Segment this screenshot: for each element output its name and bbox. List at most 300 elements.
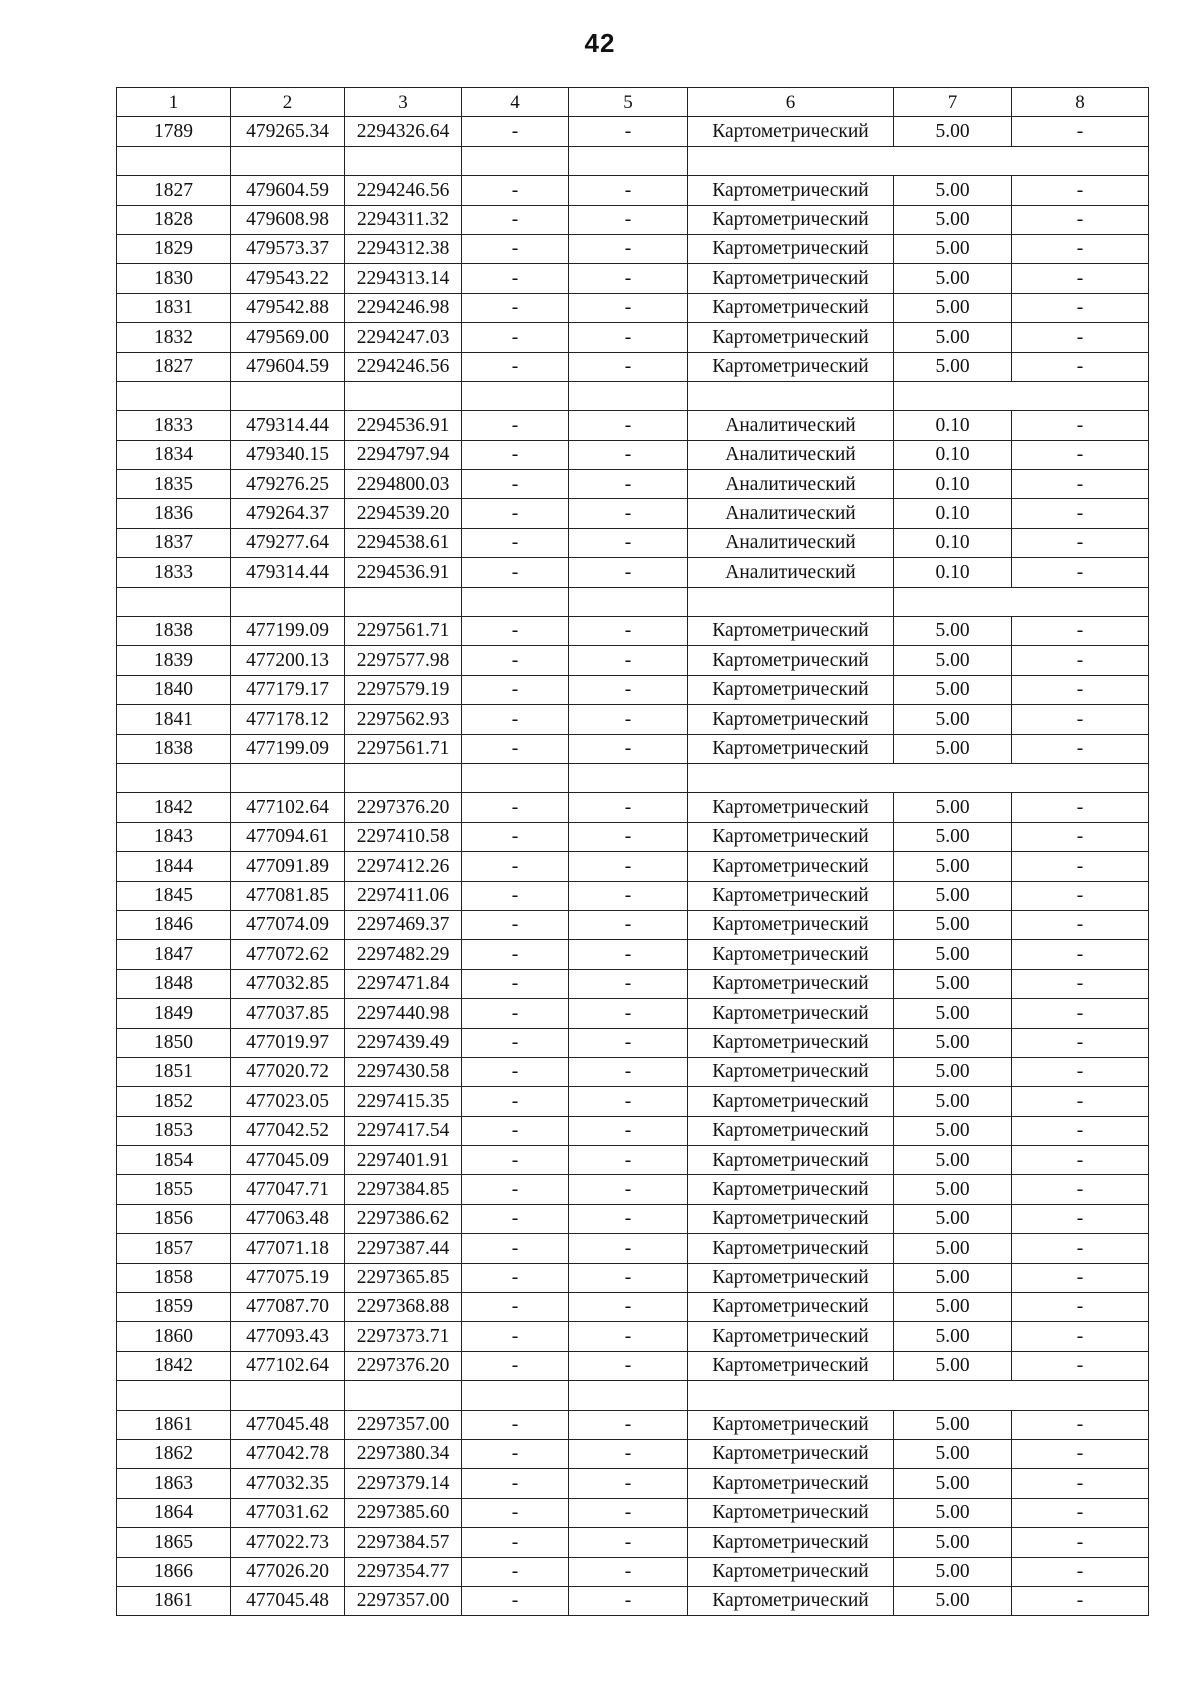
method-cell: Картометрический: [688, 117, 894, 146]
accuracy-cell: 0.10: [894, 558, 1012, 587]
method-cell: Аналитический: [688, 411, 894, 440]
col-5-cell: -: [569, 1057, 688, 1086]
y-coordinate-cell: 2297384.57: [345, 1528, 462, 1557]
y-coordinate-cell: 2297439.49: [345, 1028, 462, 1057]
col-5-cell: -: [569, 1175, 688, 1204]
separator-cell: [1012, 381, 1149, 410]
col-8-cell: -: [1012, 910, 1149, 939]
col-5-cell: -: [569, 1410, 688, 1439]
x-coordinate-cell: 477102.64: [231, 793, 345, 822]
x-coordinate-cell: 477023.05: [231, 1087, 345, 1116]
table-row: [117, 352, 1149, 381]
col-5-cell: -: [569, 1234, 688, 1263]
method-cell: Картометрический: [688, 1557, 894, 1586]
col-5-cell: -: [569, 293, 688, 322]
point-number-cell: 1833: [117, 558, 231, 587]
col-8-cell: -: [1012, 528, 1149, 557]
col-4-cell: -: [462, 440, 569, 469]
col-4-cell: -: [462, 1087, 569, 1116]
col-4-cell: -: [462, 940, 569, 969]
y-coordinate-cell: 2297412.26: [345, 852, 462, 881]
col-5-cell: -: [569, 1528, 688, 1557]
point-number-cell: 1841: [117, 705, 231, 734]
table-row: [117, 1028, 1149, 1057]
y-coordinate-cell: 2294326.64: [345, 117, 462, 146]
y-coordinate-cell: 2294311.32: [345, 205, 462, 234]
method-cell: Картометрический: [688, 1263, 894, 1292]
col-4-cell: -: [462, 1293, 569, 1322]
col-4-cell: -: [462, 1116, 569, 1145]
point-number-cell: 1843: [117, 822, 231, 851]
col-8-cell: -: [1012, 705, 1149, 734]
col-4-cell: -: [462, 264, 569, 293]
method-cell: Картометрический: [688, 646, 894, 675]
table-row: [117, 1351, 1149, 1380]
col-4-cell: -: [462, 1204, 569, 1233]
point-number-cell: 1838: [117, 734, 231, 763]
x-coordinate-cell: 477047.71: [231, 1175, 345, 1204]
accuracy-cell: 5.00: [894, 1263, 1012, 1292]
y-coordinate-cell: 2297368.88: [345, 1293, 462, 1322]
x-coordinate-cell: 477081.85: [231, 881, 345, 910]
col-4-cell: -: [462, 1263, 569, 1292]
accuracy-cell: 5.00: [894, 117, 1012, 146]
accuracy-cell: 5.00: [894, 264, 1012, 293]
table-row: [117, 528, 1149, 557]
col-4-cell: -: [462, 1528, 569, 1557]
x-coordinate-cell: 477178.12: [231, 705, 345, 734]
col-4-cell: -: [462, 705, 569, 734]
separator-cell: [894, 146, 1012, 175]
method-cell: Картометрический: [688, 675, 894, 704]
table-row: [117, 1146, 1149, 1175]
y-coordinate-cell: 2294536.91: [345, 411, 462, 440]
header-row: [117, 88, 1149, 117]
table-row: [117, 646, 1149, 675]
point-number-cell: 1828: [117, 205, 231, 234]
y-coordinate-cell: 2297482.29: [345, 940, 462, 969]
header-cell-2: 2: [231, 88, 345, 117]
separator-cell: [462, 763, 569, 792]
table-row: [117, 1087, 1149, 1116]
point-number-cell: 1832: [117, 323, 231, 352]
table-row: [117, 411, 1149, 440]
y-coordinate-cell: 2294246.56: [345, 176, 462, 205]
method-cell: Картометрический: [688, 1410, 894, 1439]
accuracy-cell: 5.00: [894, 1351, 1012, 1380]
col-8-cell: -: [1012, 1469, 1149, 1498]
col-8-cell: -: [1012, 1146, 1149, 1175]
method-cell: Картометрический: [688, 881, 894, 910]
x-coordinate-cell: 477042.78: [231, 1439, 345, 1468]
col-5-cell: -: [569, 499, 688, 528]
col-8-cell: -: [1012, 1175, 1149, 1204]
col-8-cell: -: [1012, 558, 1149, 587]
accuracy-cell: 0.10: [894, 411, 1012, 440]
col-8-cell: -: [1012, 646, 1149, 675]
separator-cell: [231, 381, 345, 410]
col-8-cell: -: [1012, 1410, 1149, 1439]
col-5-cell: -: [569, 705, 688, 734]
accuracy-cell: 5.00: [894, 1557, 1012, 1586]
method-cell: Аналитический: [688, 528, 894, 557]
y-coordinate-cell: 2297387.44: [345, 1234, 462, 1263]
method-cell: Картометрический: [688, 1498, 894, 1527]
separator-cell: [894, 587, 1012, 616]
group-separator: [117, 763, 1149, 792]
separator-cell: [117, 763, 231, 792]
point-number-cell: 1829: [117, 234, 231, 263]
col-8-cell: -: [1012, 1087, 1149, 1116]
col-8-cell: -: [1012, 1204, 1149, 1233]
accuracy-cell: 5.00: [894, 1293, 1012, 1322]
col-4-cell: -: [462, 323, 569, 352]
x-coordinate-cell: 479542.88: [231, 293, 345, 322]
point-number-cell: 1845: [117, 881, 231, 910]
separator-cell: [117, 587, 231, 616]
col-4-cell: -: [462, 558, 569, 587]
accuracy-cell: 5.00: [894, 176, 1012, 205]
col-5-cell: -: [569, 205, 688, 234]
table-row: [117, 323, 1149, 352]
table-row: [117, 1293, 1149, 1322]
x-coordinate-cell: 477063.48: [231, 1204, 345, 1233]
col-5-cell: -: [569, 1586, 688, 1615]
x-coordinate-cell: 477037.85: [231, 999, 345, 1028]
point-number-cell: 1852: [117, 1087, 231, 1116]
separator-cell: [569, 763, 688, 792]
col-8-cell: -: [1012, 675, 1149, 704]
point-number-cell: 1846: [117, 910, 231, 939]
method-cell: Картометрический: [688, 734, 894, 763]
y-coordinate-cell: 2297561.71: [345, 617, 462, 646]
col-8-cell: -: [1012, 1528, 1149, 1557]
col-5-cell: -: [569, 910, 688, 939]
col-5-cell: -: [569, 1028, 688, 1057]
col-4-cell: -: [462, 1322, 569, 1351]
col-8-cell: -: [1012, 1293, 1149, 1322]
separator-cell: [569, 146, 688, 175]
x-coordinate-cell: 477072.62: [231, 940, 345, 969]
point-number-cell: 1859: [117, 1293, 231, 1322]
col-4-cell: -: [462, 352, 569, 381]
y-coordinate-cell: 2297411.06: [345, 881, 462, 910]
y-coordinate-cell: 2297579.19: [345, 675, 462, 704]
method-cell: Аналитический: [688, 558, 894, 587]
x-coordinate-cell: 477045.09: [231, 1146, 345, 1175]
accuracy-cell: 5.00: [894, 646, 1012, 675]
col-5-cell: -: [569, 1469, 688, 1498]
table-row: [117, 969, 1149, 998]
col-8-cell: -: [1012, 822, 1149, 851]
table-row: [117, 617, 1149, 646]
col-8-cell: -: [1012, 1028, 1149, 1057]
accuracy-cell: 5.00: [894, 852, 1012, 881]
y-coordinate-cell: 2297354.77: [345, 1557, 462, 1586]
point-number-cell: 1836: [117, 499, 231, 528]
y-coordinate-cell: 2297410.58: [345, 822, 462, 851]
point-number-cell: 1848: [117, 969, 231, 998]
col-8-cell: -: [1012, 1234, 1149, 1263]
separator-cell: [231, 587, 345, 616]
col-8-cell: -: [1012, 264, 1149, 293]
col-8-cell: -: [1012, 440, 1149, 469]
separator-cell: [462, 381, 569, 410]
col-5-cell: -: [569, 1293, 688, 1322]
point-number-cell: 1847: [117, 940, 231, 969]
method-cell: Картометрический: [688, 234, 894, 263]
col-4-cell: -: [462, 293, 569, 322]
table-row: [117, 1057, 1149, 1086]
col-8-cell: -: [1012, 1351, 1149, 1380]
y-coordinate-cell: 2294797.94: [345, 440, 462, 469]
x-coordinate-cell: 477032.85: [231, 969, 345, 998]
accuracy-cell: 5.00: [894, 323, 1012, 352]
accuracy-cell: 5.00: [894, 1116, 1012, 1145]
method-cell: Картометрический: [688, 617, 894, 646]
table-row: [117, 705, 1149, 734]
point-number-cell: 1849: [117, 999, 231, 1028]
header-cell-7: 7: [894, 88, 1012, 117]
page-number: 42: [584, 28, 616, 58]
accuracy-cell: 5.00: [894, 793, 1012, 822]
table-row: [117, 910, 1149, 939]
separator-cell: [462, 587, 569, 616]
col-8-cell: -: [1012, 793, 1149, 822]
col-8-cell: -: [1012, 852, 1149, 881]
accuracy-cell: 5.00: [894, 1410, 1012, 1439]
col-5-cell: -: [569, 852, 688, 881]
accuracy-cell: 5.00: [894, 910, 1012, 939]
table-row: [117, 852, 1149, 881]
x-coordinate-cell: 477019.97: [231, 1028, 345, 1057]
col-8-cell: -: [1012, 1322, 1149, 1351]
y-coordinate-cell: 2297379.14: [345, 1469, 462, 1498]
method-cell: Картометрический: [688, 910, 894, 939]
separator-cell: [345, 763, 462, 792]
group-separator: [117, 587, 1149, 616]
x-coordinate-cell: 477093.43: [231, 1322, 345, 1351]
y-coordinate-cell: 2294247.03: [345, 323, 462, 352]
col-4-cell: -: [462, 1469, 569, 1498]
y-coordinate-cell: 2297380.34: [345, 1439, 462, 1468]
x-coordinate-cell: 477074.09: [231, 910, 345, 939]
y-coordinate-cell: 2294312.38: [345, 234, 462, 263]
x-coordinate-cell: 479314.44: [231, 411, 345, 440]
y-coordinate-cell: 2297471.84: [345, 969, 462, 998]
table-row: [117, 293, 1149, 322]
table-row: [117, 1498, 1149, 1527]
y-coordinate-cell: 2297562.93: [345, 705, 462, 734]
point-number-cell: 1834: [117, 440, 231, 469]
y-coordinate-cell: 2294246.98: [345, 293, 462, 322]
table-row: [117, 1175, 1149, 1204]
accuracy-cell: 5.00: [894, 940, 1012, 969]
x-coordinate-cell: 479543.22: [231, 264, 345, 293]
point-number-cell: 1844: [117, 852, 231, 881]
accuracy-cell: 5.00: [894, 1439, 1012, 1468]
header-cell-8: 8: [1012, 88, 1149, 117]
col-8-cell: -: [1012, 1586, 1149, 1615]
table-row: [117, 264, 1149, 293]
header-cell-5: 5: [569, 88, 688, 117]
x-coordinate-cell: 477200.13: [231, 646, 345, 675]
table-row: [117, 1439, 1149, 1468]
point-number-cell: 1862: [117, 1439, 231, 1468]
y-coordinate-cell: 2294800.03: [345, 470, 462, 499]
y-coordinate-cell: 2294539.20: [345, 499, 462, 528]
table-row: [117, 1528, 1149, 1557]
x-coordinate-cell: 479340.15: [231, 440, 345, 469]
table-row: [117, 558, 1149, 587]
y-coordinate-cell: 2297430.58: [345, 1057, 462, 1086]
col-4-cell: -: [462, 234, 569, 263]
col-4-cell: -: [462, 793, 569, 822]
col-5-cell: -: [569, 1498, 688, 1527]
table-row: [117, 999, 1149, 1028]
separator-cell: [894, 763, 1012, 792]
point-number-cell: 1827: [117, 176, 231, 205]
col-8-cell: -: [1012, 352, 1149, 381]
col-5-cell: -: [569, 617, 688, 646]
col-8-cell: -: [1012, 734, 1149, 763]
method-cell: Картометрический: [688, 1028, 894, 1057]
y-coordinate-cell: 2294246.56: [345, 352, 462, 381]
separator-cell: [231, 1381, 345, 1410]
accuracy-cell: 5.00: [894, 705, 1012, 734]
col-4-cell: -: [462, 470, 569, 499]
accuracy-cell: 5.00: [894, 969, 1012, 998]
table-row: [117, 1557, 1149, 1586]
separator-cell: [688, 381, 894, 410]
col-5-cell: -: [569, 1116, 688, 1145]
x-coordinate-cell: 479608.98: [231, 205, 345, 234]
col-4-cell: -: [462, 117, 569, 146]
x-coordinate-cell: 477031.62: [231, 1498, 345, 1527]
col-4-cell: -: [462, 852, 569, 881]
header-cell-3: 3: [345, 88, 462, 117]
table-row: [117, 234, 1149, 263]
coordinates-table: [116, 87, 1149, 1616]
point-number-cell: 1833: [117, 411, 231, 440]
y-coordinate-cell: 2297417.54: [345, 1116, 462, 1145]
separator-cell: [462, 146, 569, 175]
y-coordinate-cell: 2297384.85: [345, 1175, 462, 1204]
col-5-cell: -: [569, 117, 688, 146]
col-8-cell: -: [1012, 1263, 1149, 1292]
col-4-cell: -: [462, 1057, 569, 1086]
x-coordinate-cell: 477020.72: [231, 1057, 345, 1086]
col-5-cell: -: [569, 176, 688, 205]
col-4-cell: -: [462, 1586, 569, 1615]
col-8-cell: -: [1012, 617, 1149, 646]
col-4-cell: -: [462, 1234, 569, 1263]
col-4-cell: -: [462, 734, 569, 763]
accuracy-cell: 5.00: [894, 352, 1012, 381]
table-row: [117, 499, 1149, 528]
accuracy-cell: 5.00: [894, 999, 1012, 1028]
separator-cell: [569, 587, 688, 616]
point-number-cell: 1866: [117, 1557, 231, 1586]
col-5-cell: -: [569, 940, 688, 969]
col-8-cell: -: [1012, 176, 1149, 205]
x-coordinate-cell: 479276.25: [231, 470, 345, 499]
col-4-cell: -: [462, 675, 569, 704]
accuracy-cell: 5.00: [894, 617, 1012, 646]
col-4-cell: -: [462, 910, 569, 939]
y-coordinate-cell: 2297401.91: [345, 1146, 462, 1175]
point-number-cell: 1861: [117, 1410, 231, 1439]
method-cell: Картометрический: [688, 1204, 894, 1233]
col-5-cell: -: [569, 264, 688, 293]
method-cell: Картометрический: [688, 1322, 894, 1351]
col-8-cell: -: [1012, 1439, 1149, 1468]
separator-cell: [688, 146, 894, 175]
x-coordinate-cell: 477045.48: [231, 1410, 345, 1439]
table-row: [117, 1263, 1149, 1292]
header-cell-1: 1: [117, 88, 231, 117]
col-4-cell: -: [462, 499, 569, 528]
y-coordinate-cell: 2297577.98: [345, 646, 462, 675]
x-coordinate-cell: 479569.00: [231, 323, 345, 352]
col-4-cell: -: [462, 1175, 569, 1204]
group-separator: [117, 1381, 1149, 1410]
point-number-cell: 1839: [117, 646, 231, 675]
separator-cell: [1012, 146, 1149, 175]
header-cell-6: 6: [688, 88, 894, 117]
point-number-cell: 1842: [117, 1351, 231, 1380]
separator-cell: [345, 587, 462, 616]
accuracy-cell: 5.00: [894, 234, 1012, 263]
col-5-cell: -: [569, 822, 688, 851]
accuracy-cell: 5.00: [894, 1528, 1012, 1557]
method-cell: Картометрический: [688, 1439, 894, 1468]
method-cell: Аналитический: [688, 470, 894, 499]
method-cell: Картометрический: [688, 352, 894, 381]
col-4-cell: -: [462, 1028, 569, 1057]
method-cell: Картометрический: [688, 1469, 894, 1498]
y-coordinate-cell: 2297376.20: [345, 1351, 462, 1380]
point-number-cell: 1851: [117, 1057, 231, 1086]
table-row: [117, 675, 1149, 704]
accuracy-cell: 5.00: [894, 1175, 1012, 1204]
y-coordinate-cell: 2297415.35: [345, 1087, 462, 1116]
point-number-cell: 1858: [117, 1263, 231, 1292]
method-cell: Картометрический: [688, 176, 894, 205]
separator-cell: [231, 763, 345, 792]
separator-cell: [231, 146, 345, 175]
table-row: [117, 117, 1149, 146]
col-8-cell: -: [1012, 323, 1149, 352]
separator-cell: [1012, 763, 1149, 792]
col-5-cell: -: [569, 793, 688, 822]
table-row: [117, 440, 1149, 469]
x-coordinate-cell: 477075.19: [231, 1263, 345, 1292]
separator-cell: [688, 587, 894, 616]
y-coordinate-cell: 2297373.71: [345, 1322, 462, 1351]
col-4-cell: -: [462, 1439, 569, 1468]
col-5-cell: -: [569, 1557, 688, 1586]
accuracy-cell: 5.00: [894, 1234, 1012, 1263]
separator-cell: [117, 1381, 231, 1410]
accuracy-cell: 5.00: [894, 1146, 1012, 1175]
point-number-cell: 1860: [117, 1322, 231, 1351]
point-number-cell: 1850: [117, 1028, 231, 1057]
accuracy-cell: 5.00: [894, 1469, 1012, 1498]
accuracy-cell: 5.00: [894, 205, 1012, 234]
method-cell: Картометрический: [688, 1528, 894, 1557]
col-4-cell: -: [462, 176, 569, 205]
